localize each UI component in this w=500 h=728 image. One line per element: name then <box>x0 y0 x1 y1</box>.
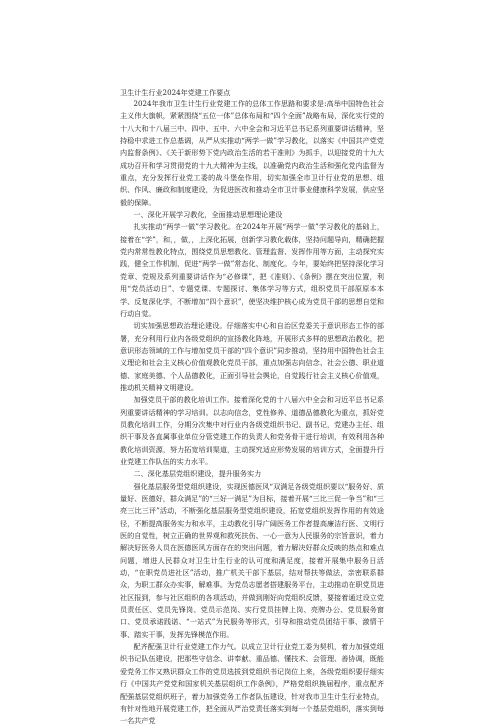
document-title: 卫生计生行业2024年党建工作要点 <box>120 88 231 97</box>
paragraph: 2024年我市卫生计生行业党建工作的总体工作思路和要求是:高举中国特色社会主义伟大旗帜，紧紧围绕“五位一体”总体布局和“四个全面”战略布局，深化实行党的十八大和十八届三中、四中、五中、六中全会和习近平总书记系列重要讲话精神，坚持稳中求进工作总基调，从严从实推动“两学一做”学习教化，以落实《中国共产党党内监督条例》、《关于新形势下党内政治生活的若干准则》为抓手，以迎接党的十九大成功召开和学习贯彻党的十九大精神为主线，以准确党内政治生活和强化党内监督为重点，充分发挥行业党工委的战斗堡垒作用，切实加强全市卫计行业党的思想、组织、作风、廉政和制度建设，为促进医改和推动全市卫计事业健康科学发展，供应坚毅的保障。 <box>120 99 384 207</box>
paragraph: 强化基层服务型党组织建设，实现医德医风“双满足各级党组织要以“服务好、质量好、医德好，群众满足”的“三好一满足”为目标，接着开展“三比三促一争当”和“三亮三比三评”活动，不断强化基层服务型党组织建设，拓宽党组织发挥作用的有效途径，不断提高服务实力和水平，主动教化引导广阔医务工作者提高廉洁行医、文明行医的自觉性，树立正确的世界观和救死扶伤、一心一意为人民服务的宗旨意识，着力解决好医务人员在医德医风方面存在的突出问题，着力解决好群众反映的热点和难点问题，增进人民群众对卫生计生行业的认可度和满足度，接着开展集中服务日活动，“在职党员进社区”活动，推广机关干部下基层，结对帮扶等做法，亲密联系群众，为职工群众办实事，解难事。为党员志愿者搭建服务平台，主动推动在职党员进社区报到，参与社区组织的各项活动，并做到刚好向党组织反馈，要接着通过设立党员责任区、党员先锋岗、党员示范岗、实行党员挂牌上岗、亮牌办公、党员服务窗口、党员承诺践诺、“一站式”为民服务等形式，引导和推动党员团结干事、激情干事、踏实干事，发挥先锋模范作用。 <box>120 481 384 639</box>
section-heading: 二、深化基层党组织建设，提升服务实力 <box>133 469 262 479</box>
paragraph: 扎实推动“两学一做”学习教化。在2024年开展“两学一做”学习教化的基础上，接着在“学”，和，，做，，上深化拓展，创新学习教化载体，坚持问题导向，精确把握党内常常性教化特点，围绕党员思想教化、管理监督、发挥作用等方面，主动探究实践，健全工作机制，促进“两学一做”常态化、制度化。今年，要始终把坚持深化学习党章、党规及系列重要讲话作为“必修课”，把《准则》、《条例》摆在突出位置，利用“党员活动日”、专题党课、专题探讨、集体学习等方式，组织党员干部原原本本学、反复深化学，不断增加“四个意识”，使坚决维护核心成为党员干部的思想自觉和行动自觉。 <box>120 222 384 318</box>
paragraph: 切实加强思想政治理论建设。仔细落实中心和自治区党委关于意识形态工作的部署，充分利用行业内各级党组织的宣扬教化阵地，开展形式多样的思想政治教化，把意识形态领域的工作与增加党员干部的“四个意识”同步推动，坚持用中国特色社会主义理论和社会主义核心价值观教化党员干部，重点加强志向信念、社会公德、职业道德、家庭美德、个人品德教化，正面引导社会舆论，自觉践行社会主义核心价值观，推动机关精神文明建设。 <box>120 321 384 392</box>
document-body <box>120 98 384 728</box>
paragraph: 配齐配强卫计行业党建工作力气。以成立卫计行业党工委为契机，着力加强党组织书记队伍建设，把那些守信念、讲奉献、重品德、懂技术、会管理、善协调，既能爱党务工作又熟识群众工作的党员选拔到党组织书记岗位上来，各级党组织要仔细实行《中国共产党党和国家机关基层组织工作条例》，严格党组织换届程序，重点配齐配强基层党组织班子，着力加强党务工作者队伍建设，针对我市卫生计生行业特点，有针对性地开展党建工作，把全面从严治党责任落实到每一个基层党组织，落实到每一名共产党 <box>120 642 384 726</box>
paragraph: 加强党员干部的教化培训工作。接着深化党的十八届六中全会和习近平总书记系列重要讲话精神的学习培训。以志向信念，党性修养、道德品德教化为重点，抓好党员教化培训工作，分期分次集中对行业内各级党组织书记、副书记，党建办主任、组织干事及各直属事业单位分管党建工作的负责人和党务骨干进行培训，有效利用各种教化培训资源，努力拓宽培训渠道，主动探究适应形势发展的培训方式，全面提升行业党建工作队伍的实力水平。 <box>120 395 384 466</box>
section-heading: 一、深化开展学习教化，全面推动思想理论建设 <box>133 210 283 220</box>
